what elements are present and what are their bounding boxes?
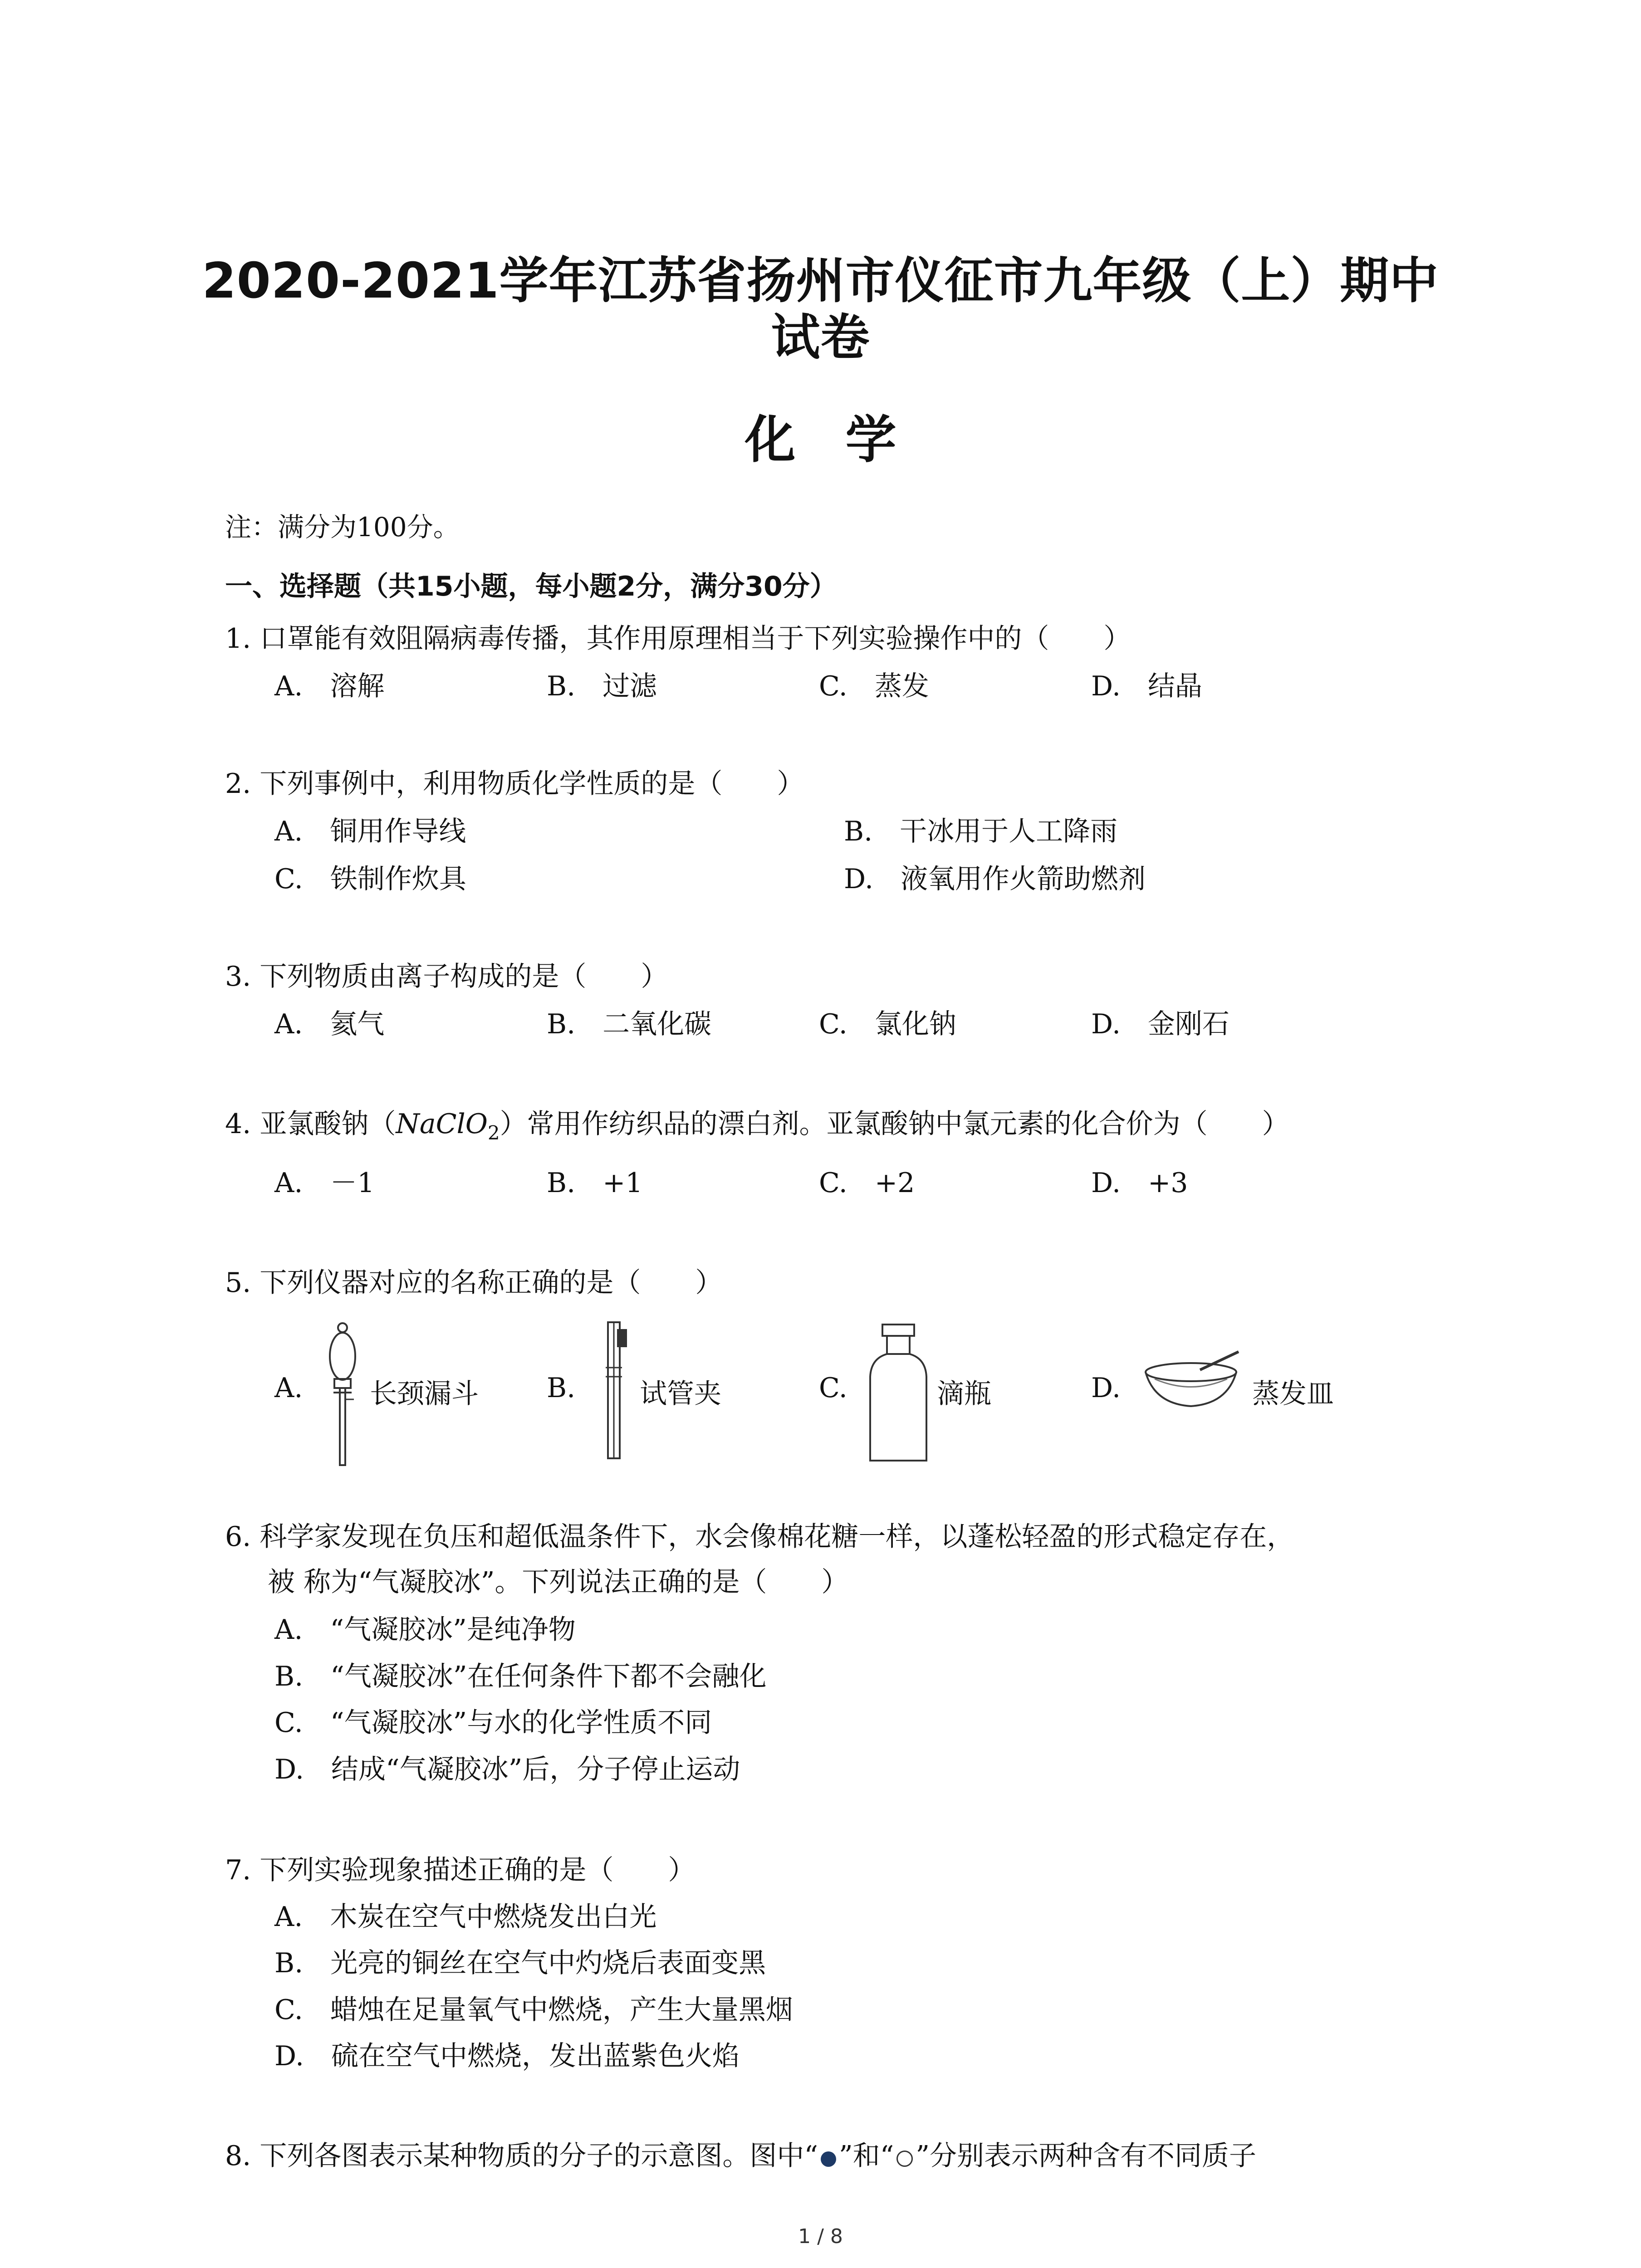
q5-name-d: 蒸发皿: [1252, 1378, 1334, 1410]
question-6-stem-line2: 被 称为“气凝胶冰”。下列说法正确的是（ ）: [268, 1566, 849, 1598]
q2-option-a: A. 铜用作导线: [274, 816, 466, 847]
q4-stem-suffix: ）常用作纺织品的漂白剂。亚氯酸钠中氯元素的化合价为（ ）: [500, 1108, 1289, 1140]
q1-option-b: B. 过滤: [547, 670, 657, 702]
question-3-stem: 3. 下列物质由离子构成的是（ ）: [225, 961, 668, 992]
q1-option-a: A. 溶解: [274, 670, 385, 702]
question-8-stem: [225, 2134, 1256, 2173]
q1-option-d: D. 结晶: [1091, 670, 1203, 702]
q5-name-c: 滴瓶: [937, 1378, 991, 1410]
q3-option-d: D. 金刚石: [1091, 1008, 1230, 1040]
q7-option-b: B. 光亮的铜丝在空气中灼烧后表面变黑: [274, 1947, 766, 1979]
q4-formula: [396, 1108, 500, 1144]
q5-letter-b: B.: [547, 1372, 576, 1404]
section-heading: 一、选择题（共15小题，每小题2分，满分30分）: [225, 571, 837, 602]
q4-option-c: C. +2: [819, 1167, 915, 1199]
q5-letter-a: A.: [274, 1372, 303, 1404]
q3-option-a: A. 氦气: [274, 1008, 385, 1040]
reagent-bottle-icon: [867, 1318, 930, 1467]
q4-option-b: B. +1: [547, 1167, 643, 1199]
question-7-stem: 7. 下列实验现象描述正确的是（ ）: [225, 1854, 696, 1886]
q5-name-a: 长颈漏斗: [370, 1378, 479, 1410]
question-5-stem: 5. 下列仪器对应的名称正确的是（ ）: [225, 1267, 723, 1299]
question-4-stem: [225, 1102, 1289, 1144]
q4-formula-subscript: 2: [487, 1122, 500, 1144]
q1-option-c: C. 蒸发: [819, 670, 929, 702]
page-number: 1 / 8: [798, 2225, 843, 2248]
question-2-stem: 2. 下列事例中，利用物质化学性质的是（ ）: [225, 768, 804, 800]
q7-option-d: D. 硫在空气中燃烧，发出蓝紫色火焰: [274, 2040, 740, 2072]
q5-option-d: [1091, 1318, 1409, 1467]
q2-option-d: D. 液氧用作火箭助燃剂: [844, 863, 1146, 895]
q5-letter-c: C.: [819, 1372, 847, 1404]
q4-option-d: D. +3: [1091, 1167, 1188, 1199]
evaporating-dish-icon: [1141, 1345, 1245, 1418]
q3-option-b: B. 二氧化碳: [547, 1008, 712, 1040]
exam-title-line1: 2020-2021学年江苏省扬州市仪征市九年级（上）期中: [202, 253, 1439, 309]
q8-stem-part2: ”和“: [839, 2140, 894, 2172]
q7-option-a: A. 木炭在空气中燃烧发出白光: [274, 1901, 657, 1933]
q8-stem-part3: ”分别表示两种含有不同质子: [916, 2140, 1257, 2172]
q5-apparatus-options: [274, 1318, 1409, 1467]
q2-option-c: C. 铁制作炊具: [274, 863, 466, 895]
q4-option-a: A. －1: [274, 1167, 375, 1199]
test-tube-clamp-icon: [592, 1318, 637, 1467]
separatory-funnel-icon: [320, 1318, 365, 1467]
q6-option-b: B. “气凝胶冰”在任何条件下都不会融化: [274, 1661, 767, 1692]
q5-letter-d: D.: [1091, 1372, 1121, 1404]
q5-option-b: [547, 1318, 819, 1467]
q6-option-a: A. “气凝胶冰”是纯净物: [274, 1614, 576, 1646]
exam-title-line2: 试卷: [771, 309, 870, 366]
q6-option-d: D. 结成“气凝胶冰”后，分子停止运动: [274, 1754, 740, 1785]
question-6-stem-line1: 6. 科学家发现在负压和超低温条件下，水会像棉花糖一样，以蓬松轻盈的形式稳定存在，: [225, 1521, 1294, 1553]
q5-option-c: [819, 1318, 1091, 1467]
q5-option-a: [274, 1318, 547, 1467]
filled-atom-icon: [821, 2151, 836, 2167]
score-note: 注：满分为100分。: [225, 512, 460, 543]
q6-option-c: C. “气凝胶冰”与水的化学性质不同: [274, 1707, 712, 1739]
subject-heading: 化学: [745, 411, 946, 469]
q2-option-b: B. 干冰用于人工降雨: [844, 816, 1118, 847]
open-atom-icon: [896, 2151, 913, 2167]
q7-option-c: C. 蜡烛在足量氧气中燃烧，产生大量黑烟: [274, 1994, 793, 2026]
q5-name-b: 试管夹: [640, 1378, 721, 1410]
q4-formula-main: NaClO: [396, 1108, 488, 1140]
q3-option-c: C. 氯化钠: [819, 1008, 956, 1040]
question-1-stem: 1. 口罩能有效阻隔病毒传播，其作用原理相当于下列实验操作中的（ ）: [225, 623, 1131, 655]
q8-stem-part1: 8. 下列各图表示某种物质的分子的示意图。图中“: [225, 2140, 818, 2172]
q4-stem-prefix: 4. 亚氯酸钠（: [225, 1108, 396, 1140]
